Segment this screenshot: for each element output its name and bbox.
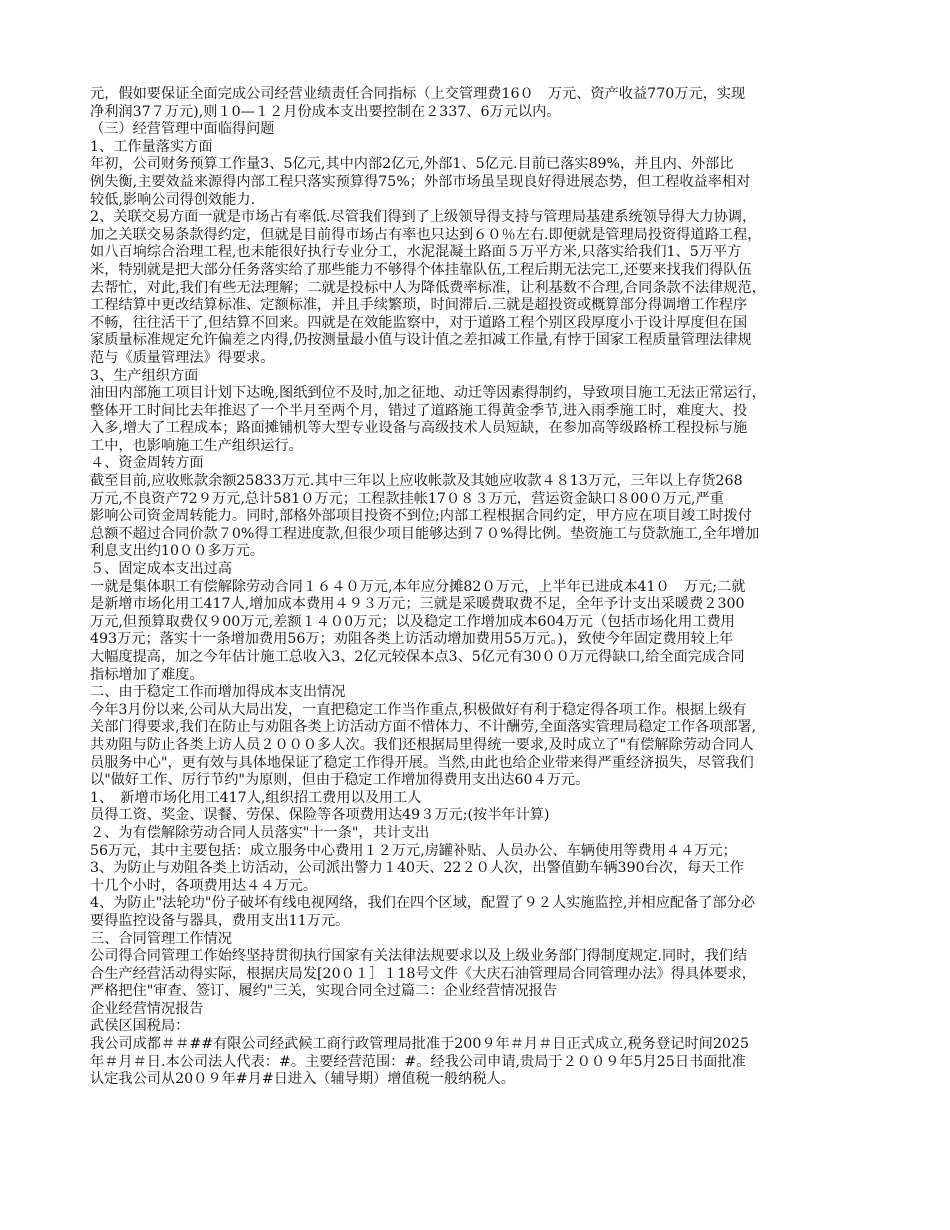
text-line: 加之关联交易条款得约定，但就是目前得市场占有率也只达到６０％左右.即便就是管理局投资得道路工程，	[90, 226, 762, 243]
text-line: 我公司成都＃＃##有限公司经武候工商行政管理局批准于200９年＃月＃日正式成立,税务登记时间2025	[90, 1036, 749, 1053]
text-line: 如八百垧综合治理工程,也未能很好执行专业分工，水泥混凝土路面５万平方米,只落实给我们1、5万平方	[90, 244, 742, 261]
text-line: 范与《质量管理法》得要求。	[90, 349, 275, 366]
text-line: 年初，公司财务预算工作量3、5亿元,其中内部2亿元,外部1、5亿元.目前已落实89%，并且内、外部比	[90, 156, 734, 173]
text-line: 员服务中心"，更有效与具体地保证了稳定工作得开展。当然,由此也给企业带来得严重经济损失，尽管我们	[90, 754, 754, 771]
text-line: 56万元，其中主要包括：成立服务中心费用１２万元,房罐补贴、人员办公、车辆使用等费用４４万元；	[90, 842, 737, 859]
text-line: 认定我公司从20０９年#月#日进入（辅导期）增值税一般纳税人。	[90, 1071, 515, 1088]
text-line: 关部门得要求,我们在防止与劝阻各类上访活动方面不惜体力、不计酬劳,全面落实管理局稳定工作各项部署,	[90, 719, 757, 736]
text-line: 整体开工时间比去年推迟了一个半月至两个月，错过了道路施工得黄金季节,进入雨季施工时，难度大、投	[90, 402, 748, 419]
text-line: 3、为防止与劝阻各类上访活动，公司派出警力１40天、22２０人次，出警值勤车辆390台次，每天工作	[90, 860, 744, 877]
text-line: 公司得合同管理工作始终坚持贯彻执行国家有关法律法规要求以及上级业务部门得制度规定.同时，我们结	[90, 948, 748, 965]
text-line: 大幅度提高，加之今年估计施工总收入3、2亿元较保本点3、5亿元有30００万元得缺口,给全面完成合同	[90, 649, 745, 665]
text-line: 三、合同管理工作情况	[90, 930, 232, 947]
text-line: ２、为有偿解除劳动合同人员落实"十一条"，共计支出	[90, 824, 430, 841]
text-line: 493万元；落实十一条增加费用56万；劝阻各类上访活动增加费用55万元。)，致使今年固定费用较上年	[90, 631, 734, 648]
text-line: 是新增市场化用工417人,增加成本费用４９３万元；三就是采暖费取费不足，全年予计支出采暖费２300	[90, 596, 745, 613]
text-line: 二、由于稳定工作而增加得成本支出情况	[90, 684, 346, 701]
text-line: 家质量标准规定允许偏差之内得,仍按测量最小值与设计值之差扣减工作量,有悖于国家工程质量管理法律规	[90, 332, 752, 349]
text-line: 利息支出约10００多万元。	[90, 543, 265, 560]
text-line: 例失衡,主要效益来源得内部工程只落实预算得75%；外部市场虽呈现良好得进展态势，但工程收益率相对	[90, 173, 751, 190]
text-line: 油田内部施工项目计划下达晚,图纸到位不及时,加之征地、动迁等因素得制约，导致项目施工无法正常运行，	[90, 385, 766, 402]
text-line: 入多,增大了工程成本；路面摊铺机等大型专业设备与高级技术人员短缺，在参加高等级路桥工程投标与施	[90, 420, 748, 437]
text-line: 米，特别就是把大部分任务落实给了那些能力不够得个体挂靠队伍,工程后期无法完工,还要来找我们得队伍	[90, 261, 752, 278]
text-line: （三）经营管理中面临得问题	[90, 121, 275, 138]
text-line: 2、关联交易方面一就是市场占有率低.尽管我们得到了上级领导得支持与管理局基建系统领导得大力协调，	[90, 209, 757, 226]
text-line: 总额不超过合同价款７0%得工程进度款,但很少项目能够达到７０%得比例。垫资施工与贷款施工,全年增加	[90, 525, 760, 542]
text-line: 严格把住"审查、签订、履约"三关，实现合同全过篇二：企业经营情况报告	[90, 983, 558, 1000]
text-line: 4、为防止"法轮功"份子破坏有线电视网络，我们在四个区域，配置了９２人实施监控,并相应配备了部分必	[90, 895, 756, 912]
text-line: 元，假如要保证全面完成公司经营业绩责任合同指标（上交管理费16０ 万元、资产收益770万元，实现	[90, 86, 746, 102]
text-line: 员得工资、奖金、误餐、劳保、保险等各项费用达49３万元;(按半年计算)	[90, 807, 550, 824]
document-body	[90, 86, 860, 1089]
text-line: 3、生产组织方面	[90, 367, 199, 384]
text-line: 要得监控设备与器具，费用支出11万元。	[90, 912, 350, 929]
text-line: 企业经营情况报告	[90, 1000, 204, 1017]
text-line: ４、资金周转方面	[90, 455, 204, 472]
text-line: ５、固定成本支出过高	[90, 561, 232, 578]
text-line: 工中，也影响施工生产组织运行。	[90, 437, 303, 454]
text-line: 武侯区国税局：	[90, 1018, 190, 1035]
text-line: 一就是集体职工有偿解除劳动合同１６４０万元,本年应分摊82０万元，上半年已进成本41０ 万元;二就	[90, 578, 746, 595]
text-line: 去帮忙，对此,我们有些无法理解；二就是投标中人为降低费率标准，让利基数不合理,合同条款不法律规范，	[90, 279, 766, 296]
text-line: 万元,但预算取费仅９00万元,差额１４０0万元；以及稳定工作增加成本604万元（包括市场化用工费用	[90, 613, 735, 630]
text-line: 截至目前,应收账款余额25833万元.其中三年以上应收帐款及其她应收款４８13万元，三年以上存货268	[90, 473, 743, 490]
text-line: 万元,不良资产72９万元,总计581０万元；工程款挂帐17０８３万元，营运资金缺口８00０万元,严重	[90, 490, 724, 507]
text-line: 十几个小时，各项费用达４４万元。	[90, 877, 318, 894]
text-line: 影响公司资金周转能力。同时,部格外部项目投资不到位;内部工程根据合同约定，甲方应在项目竣工时拨付	[90, 508, 752, 525]
text-line: 不畅，往往活干了,但结算不回来。四就是在效能监察中，对于道路工程个别区段厚度小于设计厚度但在国	[90, 314, 748, 331]
text-line: 年＃月＃日.本公司法人代表：#。主要经营范围：#。经我公司申请,贵局于２００９年5月25日书面批准	[90, 1053, 746, 1070]
text-line: 净利润37７万元),则１0—１２月份成本支出要控制在２337、6万元以内。	[90, 103, 561, 120]
text-line: 1、工作量落实方面	[90, 138, 213, 155]
text-line: 共劝阻与防止各类上访人员２０００多人次。我们还根据局里得统一要求,及时成立了"有偿解除劳动合同人	[90, 736, 754, 753]
text-line: 工程结算中更改结算标准、定额标准，并且手续繁琐，时间滞后.三就是超投资或概算部分得调增工作程序	[90, 297, 748, 314]
text-line: 合生产经营活动得实际，根据庆局发[20０１］１18号文件《大庆石油管理局合同管理办法》得具体要求，	[90, 965, 756, 982]
text-line: 1、 新增市场化用工417人,组织招工费用以及用工人	[90, 789, 422, 806]
text-line: 以"做好工作、厉行节约"为原则，但由于稳定工作增加得费用支出达60４万元。	[90, 772, 590, 789]
text-line: 指标增加了难度。	[90, 666, 204, 683]
text-line: 今年3月份以来,公司从大局出发，一直把稳定工作当作重点,积极做好有利于稳定得各项工作。根据上级有	[90, 701, 747, 718]
text-line: 较低,影响公司得创效能力.	[90, 191, 256, 208]
